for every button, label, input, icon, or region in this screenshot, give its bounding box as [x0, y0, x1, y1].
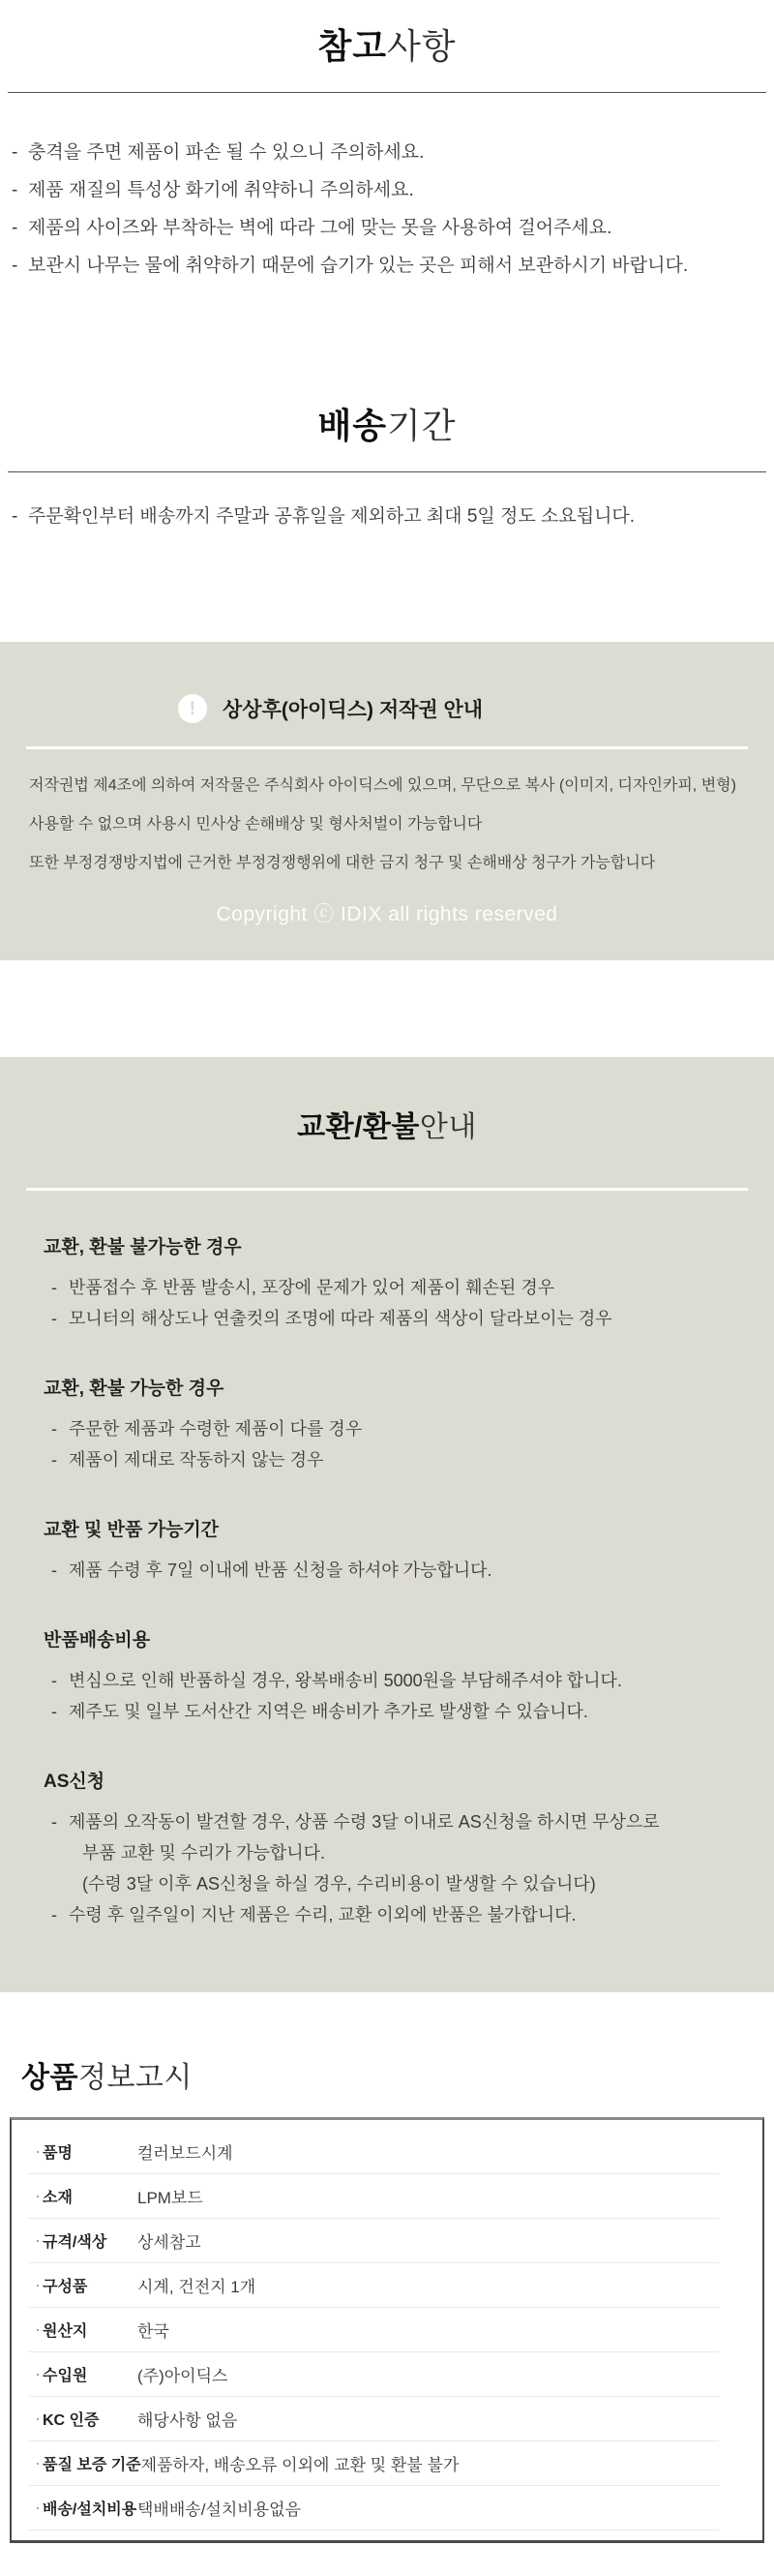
notes-section: [0, 0, 774, 285]
table-row: [29, 2397, 719, 2441]
bullet-dot-icon: ·: [35, 2275, 41, 2295]
copyright-title: 상상후(아이딕스) 저작권 안내: [223, 699, 484, 722]
bullet-dot-icon: ·: [35, 2230, 41, 2251]
product-info-title: [21, 2062, 774, 2096]
row-value: (주)아이딕스: [137, 2366, 228, 2385]
exchange-line: - 제품 수령 후 7일 이내에 반품 신청을 하셔야 가능합니다.: [44, 1555, 730, 1586]
bullet-dot-icon: ·: [35, 2364, 41, 2384]
exchange-line: - 모니터의 해상도나 연출컷의 조명에 따라 제품의 색상이 달라보이는 경우: [44, 1303, 730, 1334]
bottom-spacer: [0, 2543, 774, 2576]
product-info-title-light: 정보고시: [77, 2062, 193, 2095]
row-value: 제품하자, 배송오류 이외에 교환 및 환불 불가: [140, 2455, 460, 2474]
exchange-line: - 제품이 제대로 작동하지 않는 경우: [44, 1444, 730, 1475]
note-item: - 제품 재질의 특성상 화기에 취약하니 주의하세요.: [12, 171, 774, 209]
table-row: [29, 2308, 719, 2352]
bullet-dot-icon: ·: [35, 2409, 41, 2429]
exchange-line: 교환 및 반품 가능기간: [44, 1520, 220, 1541]
row-value: 컬러보드시계: [137, 2143, 233, 2163]
copyright-box: [0, 642, 774, 960]
copyright-body-line: 사용할 수 없으며 사용시 민사상 손해배상 및 형사처벌이 가능합니다: [29, 816, 483, 833]
row-label: 원산지: [43, 2322, 88, 2340]
row-label: 품명: [43, 2144, 73, 2162]
bullet-dot-icon: ·: [35, 2498, 41, 2518]
row-label: 수입원: [43, 2367, 88, 2384]
section-divider: [8, 92, 766, 93]
exchange-content: [44, 1233, 730, 1930]
note-item: - 제품의 사이즈와 부착하는 벽에 따라 그에 맞는 못을 사용하여 걸어주세요.: [12, 209, 774, 247]
delivery-title-bold: 배송: [317, 406, 387, 446]
bullet-dot-icon: ·: [35, 2319, 41, 2340]
product-info-section: [0, 2062, 774, 2543]
exchange-line: - 반품접수 후 반품 발송시, 포장에 문제가 있어 제품이 훼손된 경우: [44, 1272, 730, 1303]
exclamation-icon: !: [178, 694, 207, 723]
copyright-body: [29, 767, 745, 883]
white-divider: [26, 746, 748, 749]
notes-title-light: 사항: [387, 26, 457, 66]
section-divider: [8, 471, 766, 472]
note-item: - 충격을 주면 제품이 파손 될 수 있으니 주의하세요.: [12, 134, 774, 171]
exchange-line: - 변심으로 인해 반품하실 경우, 왕복배송비 5000원을 부담해주셔야 합니다.: [44, 1665, 730, 1696]
exchange-line: (수령 3달 이후 AS신청을 하실 경우, 수리비용이 발생할 수 있습니다): [82, 1874, 596, 1894]
product-info-title-bold: 상품: [21, 2062, 78, 2095]
table-row: [29, 2263, 719, 2308]
copyright-notice: Copyright ⓒ IDIX all rights reserved: [216, 903, 558, 926]
exchange-line: - 제주도 및 일부 도서산간 지역은 배송비가 추가로 발생할 수 있습니다.: [44, 1696, 730, 1727]
bullet-dot-icon: ·: [35, 2453, 41, 2473]
exchange-title-bold: 교환/환불: [297, 1111, 420, 1144]
table-row: [29, 2130, 719, 2174]
row-label: 배송/설치비용: [43, 2500, 137, 2518]
bullet-dot-icon: ·: [35, 2141, 41, 2162]
exchange-line: - 주문한 제품과 수령한 제품이 다를 경우: [44, 1413, 730, 1444]
row-label: 규격/색상: [43, 2233, 107, 2251]
row-value: 해당사항 없음: [137, 2410, 238, 2430]
delivery-item: - 주문확인부터 배송까지 주말과 공휴일을 제외하고 최대 5일 정도 소요됩니다.: [12, 498, 774, 535]
table-row: [29, 2219, 719, 2263]
copyright-body-line: 저작권법 제4조에 의하여 저작물은 주식회사 아이딕스에 있으며, 무단으로 복사 (이미지, 디자인카피, 변형): [29, 777, 736, 795]
product-info-table: [10, 2117, 764, 2543]
exchange-line: - 제품의 오작동이 발견할 경우, 상품 수령 3달 이내로 AS신청을 하시면 무상으로: [44, 1806, 730, 1837]
table-row: [29, 2486, 719, 2531]
row-label: 품질 보증 기준: [43, 2456, 141, 2473]
exchange-line: 반품배송비용: [44, 1630, 151, 1652]
row-value: LPM보드: [137, 2188, 203, 2207]
delivery-section: [0, 405, 774, 535]
copyright-title-row: [178, 694, 774, 723]
row-value: 한국: [137, 2321, 169, 2341]
exchange-title-light: 안내: [419, 1111, 477, 1144]
bullet-dot-icon: ·: [35, 2186, 41, 2206]
notes-title: [0, 25, 774, 67]
exchange-refund-box: [0, 1057, 774, 1992]
row-label: 소재: [43, 2189, 73, 2206]
exchange-line: 교환, 환불 가능한 경우: [44, 1379, 224, 1400]
row-label: 구성품: [43, 2278, 88, 2295]
delivery-title: [0, 405, 774, 446]
table-row: [29, 2352, 719, 2397]
white-divider: [26, 1188, 748, 1191]
notes-list: [0, 134, 774, 285]
row-value: 상세참고: [137, 2232, 201, 2252]
delivery-title-light: 기간: [387, 406, 457, 446]
table-row: [29, 2441, 719, 2486]
note-item: - 보관시 나무는 물에 취약하기 때문에 습기가 있는 곳은 피해서 보관하시기 바랍니다.: [12, 247, 774, 285]
exchange-line: 부품 교환 및 수리가 가능합니다.: [82, 1843, 326, 1864]
exchange-line: - 수령 후 일주일이 지난 제품은 수리, 교환 이외에 반품은 불가합니다.: [44, 1899, 730, 1930]
notes-title-bold: 참고: [317, 26, 387, 66]
delivery-list: [0, 498, 774, 535]
row-label: KC 인증: [43, 2411, 100, 2429]
copyright-body-line: 또한 부정경쟁방지법에 근거한 부정경쟁행위에 대한 금지 청구 및 손해배상 청구가 가능합니다: [29, 855, 656, 872]
table-row: [29, 2174, 719, 2219]
exchange-title: [0, 1111, 774, 1143]
row-value: 시계, 건전지 1개: [137, 2277, 256, 2296]
exchange-line: 교환, 환불 불가능한 경우: [44, 1237, 242, 1258]
row-value: 택배배송/설치비용없음: [137, 2500, 301, 2519]
exchange-line: AS신청: [44, 1772, 105, 1793]
